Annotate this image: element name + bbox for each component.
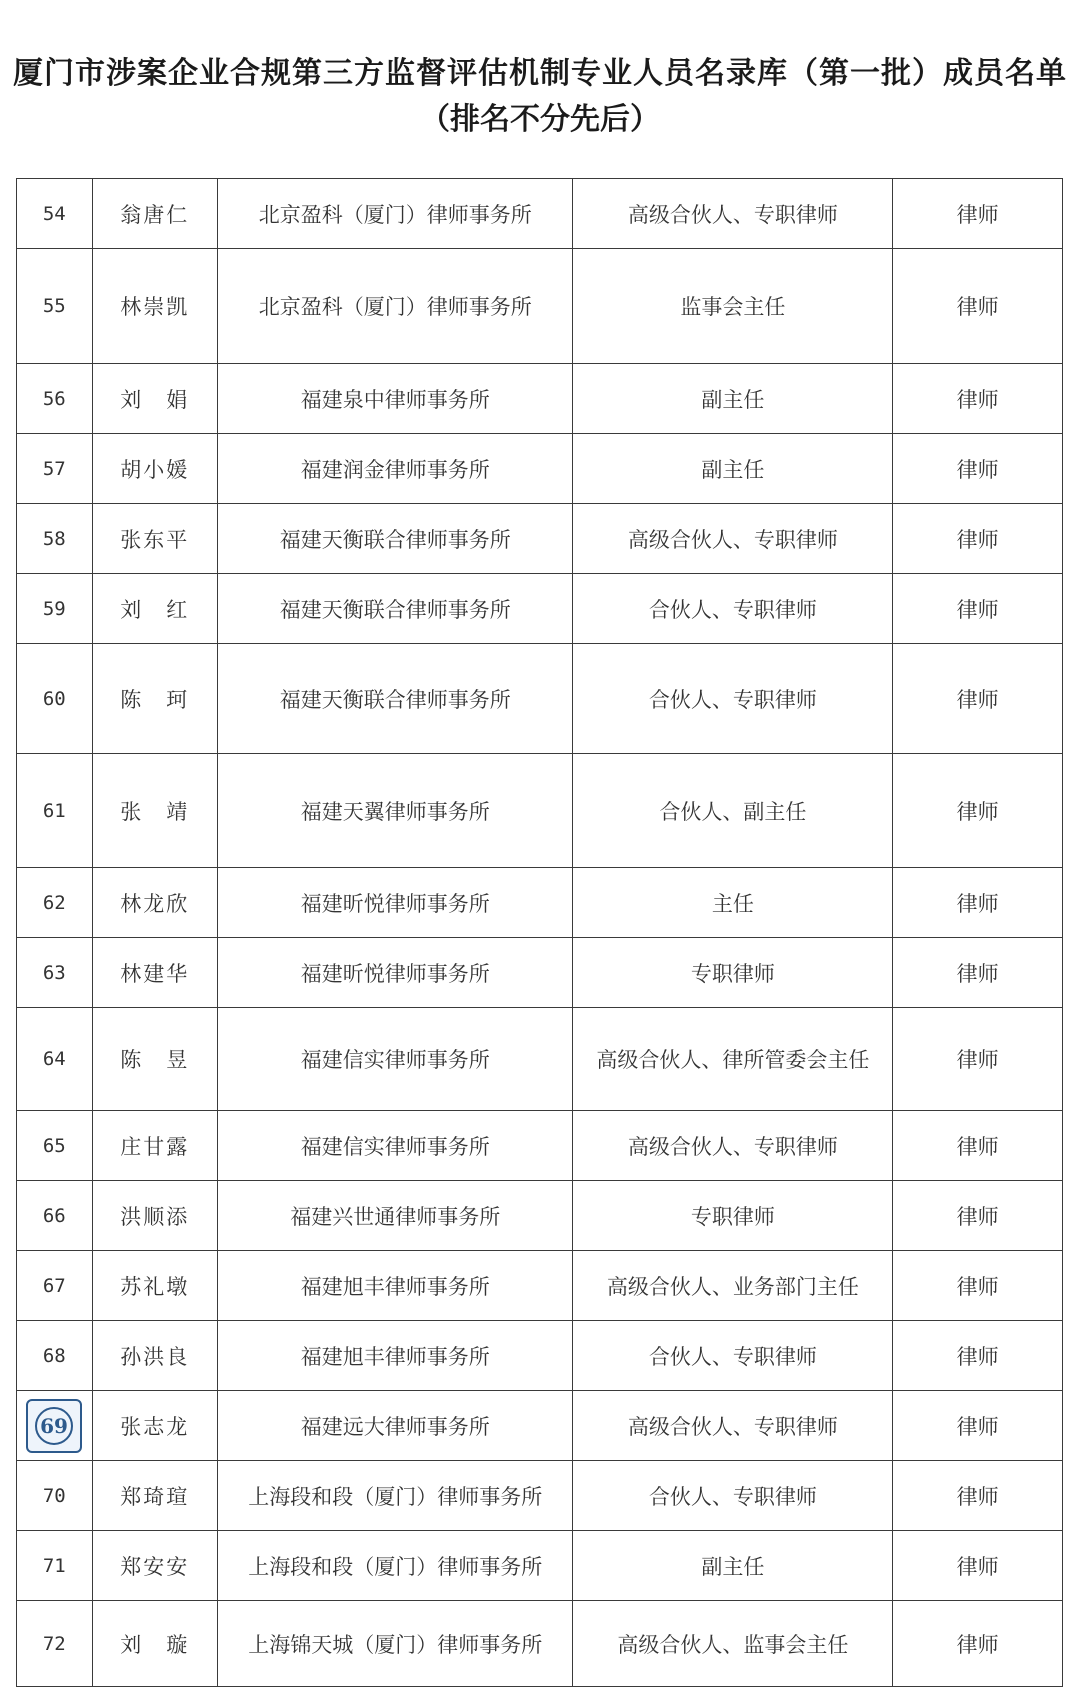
law-firm: 上海段和段（厦门）律师事务所 [217,1461,573,1531]
member-name: 林建华 [92,938,217,1008]
member-name: 刘 璇 [92,1601,217,1687]
member-name: 张东平 [92,504,217,574]
position: 高级合伙人、专职律师 [573,504,893,574]
row-number: 56 [17,364,93,434]
row-number: 62 [17,868,93,938]
law-firm: 北京盈科（厦门）律师事务所 [217,179,573,249]
row-number: 59 [17,574,93,644]
row-number: 64 [17,1008,93,1111]
table-row [17,364,1063,434]
category: 律师 [893,574,1063,644]
category: 律师 [893,1531,1063,1601]
member-name: 苏礼墩 [92,1251,217,1321]
law-firm: 福建信实律师事务所 [217,1008,573,1111]
position: 主任 [573,868,893,938]
category: 律师 [893,1391,1063,1461]
member-name: 林龙欣 [92,868,217,938]
row-number: 70 [17,1461,93,1531]
law-firm: 福建旭丰律师事务所 [217,1321,573,1391]
row-number-logo-cell [17,1391,93,1461]
table-row [17,434,1063,504]
member-name: 郑安安 [92,1531,217,1601]
law-firm: 福建天衡联合律师事务所 [217,574,573,644]
table-row [17,1531,1063,1601]
row-number: 66 [17,1181,93,1251]
position: 合伙人、专职律师 [573,1461,893,1531]
category: 律师 [893,1181,1063,1251]
member-name: 庄甘露 [92,1111,217,1181]
table-row [17,504,1063,574]
table-row [17,1008,1063,1111]
position: 合伙人、专职律师 [573,574,893,644]
position: 副主任 [573,364,893,434]
category: 律师 [893,868,1063,938]
table-row [17,1601,1063,1687]
category: 律师 [893,644,1063,754]
table-row [17,868,1063,938]
position: 副主任 [573,1531,893,1601]
table-row [17,938,1063,1008]
table-row [17,1181,1063,1251]
law-firm: 福建天翼律师事务所 [217,754,573,868]
position: 监事会主任 [573,249,893,364]
table-row [17,1321,1063,1391]
row-number: 60 [17,644,93,754]
category: 律师 [893,364,1063,434]
member-name: 翁唐仁 [92,179,217,249]
law-firm: 福建远大律师事务所 [217,1391,573,1461]
position: 高级合伙人、监事会主任 [573,1601,893,1687]
document-title [0,52,1080,142]
category: 律师 [893,249,1063,364]
law-firm: 福建润金律师事务所 [217,434,573,504]
law-firm: 福建天衡联合律师事务所 [217,504,573,574]
category: 律师 [893,504,1063,574]
table-row [17,1461,1063,1531]
row-number: 67 [17,1251,93,1321]
category: 律师 [893,754,1063,868]
member-name: 胡小媛 [92,434,217,504]
row-number: 54 [17,179,93,249]
member-name: 刘 红 [92,574,217,644]
category: 律师 [893,1111,1063,1181]
title-main: 厦门市涉案企业合规第三方监督评估机制专业人员名录库（第一批）成员名单 [13,56,1067,91]
law-firm: 福建昕悦律师事务所 [217,938,573,1008]
law-firm: 北京盈科（厦门）律师事务所 [217,249,573,364]
logo-text: 69 [40,1413,69,1438]
position: 高级合伙人、律所管委会主任 [573,1008,893,1111]
row-number: 55 [17,249,93,364]
table-row [17,1111,1063,1181]
law-firm: 福建天衡联合律师事务所 [217,644,573,754]
category: 律师 [893,434,1063,504]
position: 高级合伙人、专职律师 [573,1391,893,1461]
watermark-logo-icon [26,1399,82,1453]
row-number: 58 [17,504,93,574]
position: 副主任 [573,434,893,504]
table-row [17,179,1063,249]
law-firm: 福建信实律师事务所 [217,1111,573,1181]
position: 专职律师 [573,1181,893,1251]
member-name: 刘 娟 [92,364,217,434]
member-name: 洪顺添 [92,1181,217,1251]
member-name: 林崇凯 [92,249,217,364]
law-firm: 上海锦天城（厦门）律师事务所 [217,1601,573,1687]
row-number: 63 [17,938,93,1008]
member-name: 张志龙 [92,1391,217,1461]
position: 合伙人、专职律师 [573,644,893,754]
row-number: 65 [17,1111,93,1181]
table-row [17,754,1063,868]
title-subtitle: （排名不分先后） [420,102,660,137]
row-number: 68 [17,1321,93,1391]
row-number: 71 [17,1531,93,1601]
member-name: 陈 昱 [92,1008,217,1111]
category: 律师 [893,179,1063,249]
table-row [17,644,1063,754]
table-row [17,1391,1063,1461]
law-firm: 福建泉中律师事务所 [217,364,573,434]
member-name: 郑琦瑄 [92,1461,217,1531]
position: 高级合伙人、专职律师 [573,179,893,249]
category: 律师 [893,1251,1063,1321]
position: 合伙人、专职律师 [573,1321,893,1391]
row-number: 61 [17,754,93,868]
position: 合伙人、副主任 [573,754,893,868]
table-row [17,574,1063,644]
law-firm: 上海段和段（厦门）律师事务所 [217,1531,573,1601]
position: 专职律师 [573,938,893,1008]
position: 高级合伙人、专职律师 [573,1111,893,1181]
member-name: 孙洪良 [92,1321,217,1391]
position: 高级合伙人、业务部门主任 [573,1251,893,1321]
category: 律师 [893,1601,1063,1687]
category: 律师 [893,1461,1063,1531]
member-name: 张 靖 [92,754,217,868]
law-firm: 福建旭丰律师事务所 [217,1251,573,1321]
law-firm: 福建兴世通律师事务所 [217,1181,573,1251]
category: 律师 [893,938,1063,1008]
table-row [17,249,1063,364]
row-number: 57 [17,434,93,504]
category: 律师 [893,1321,1063,1391]
category: 律师 [893,1008,1063,1111]
member-name: 陈 珂 [92,644,217,754]
table-row [17,1251,1063,1321]
row-number: 72 [17,1601,93,1687]
roster-table [16,178,1063,1687]
law-firm: 福建昕悦律师事务所 [217,868,573,938]
